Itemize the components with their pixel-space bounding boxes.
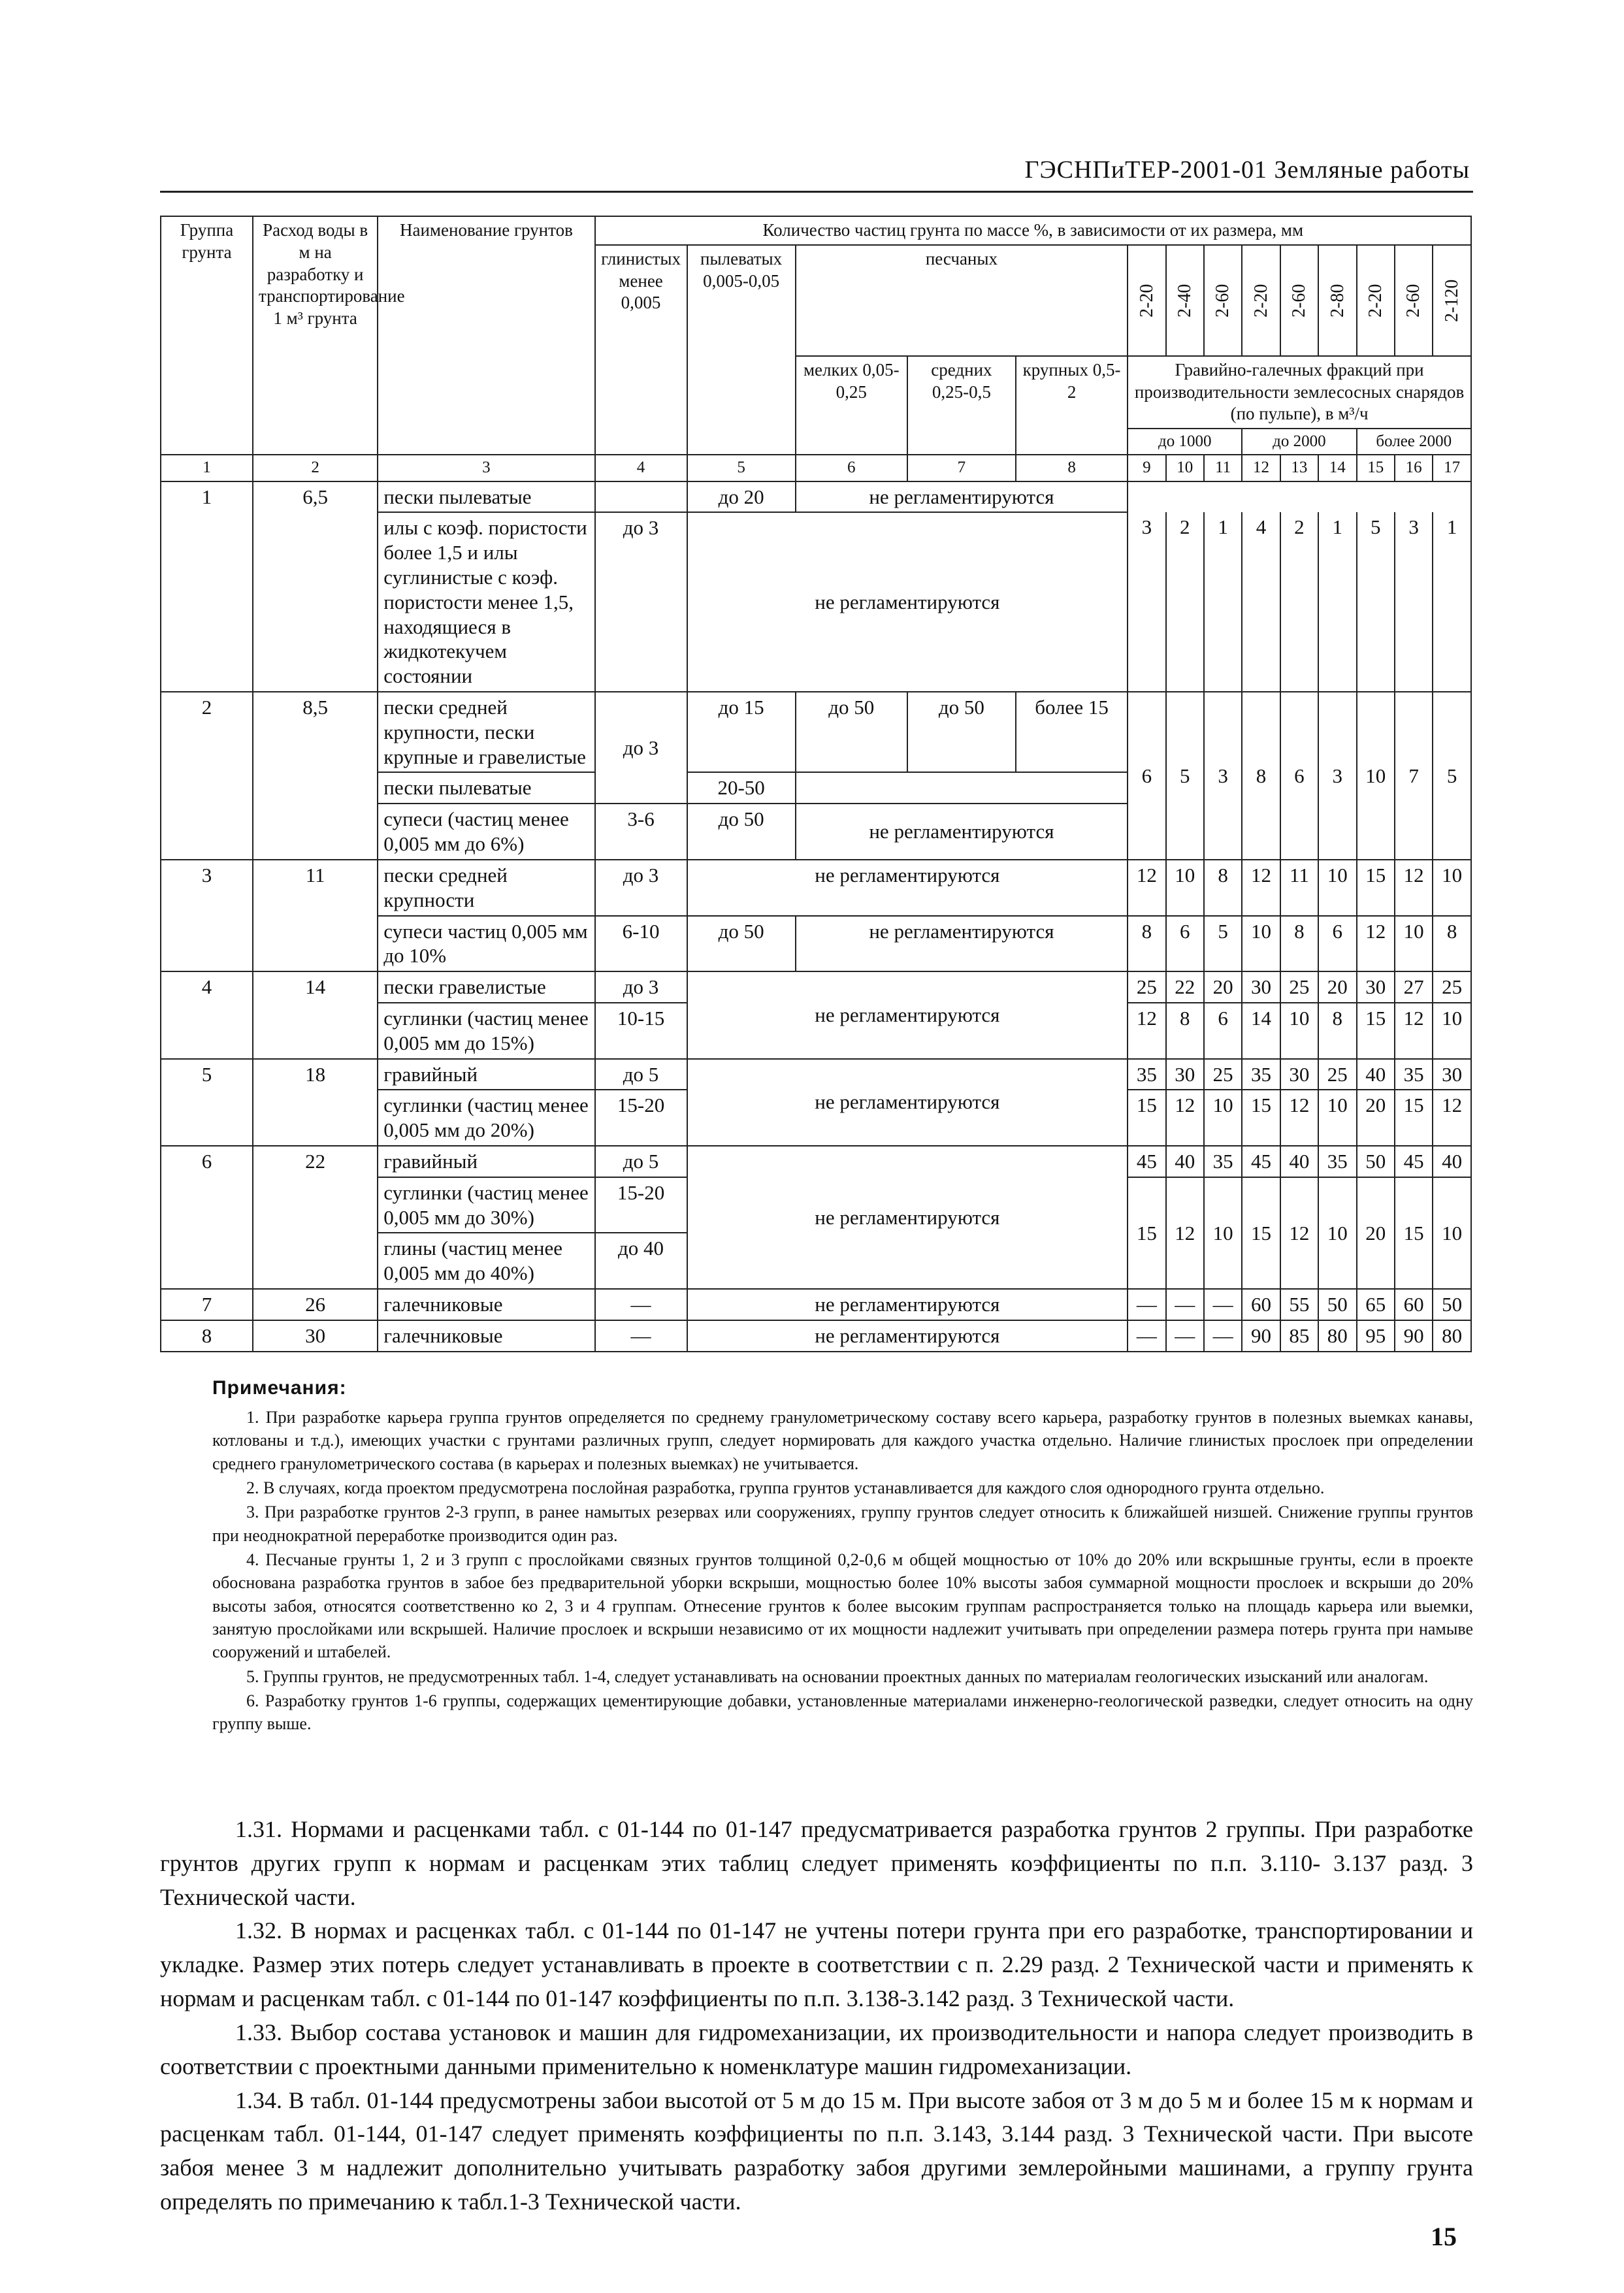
value-cell: 25 <box>1433 971 1471 1003</box>
soil-name: пески пылеватые <box>378 481 594 513</box>
value-cell: 11 <box>1280 860 1318 916</box>
value-cell: 50 <box>1357 1146 1395 1177</box>
value-cell: 4 <box>1242 512 1280 692</box>
head-over2000: более 2000 <box>1357 429 1472 455</box>
clay-cell: 15-20 <box>595 1177 687 1233</box>
value-cell: 15 <box>1128 1177 1165 1289</box>
value-cell: 60 <box>1395 1289 1433 1320</box>
head-upto1000: до 1000 <box>1128 429 1242 455</box>
value-cell: 5 <box>1433 692 1471 860</box>
value-cell: 80 <box>1433 1320 1471 1352</box>
value-cell: 12 <box>1166 1090 1204 1146</box>
value-cell: 6 <box>1204 1003 1242 1059</box>
water-cell: 26 <box>253 1289 378 1320</box>
silt-cell: 20-50 <box>687 772 796 804</box>
value-cell: 12 <box>1395 860 1433 916</box>
colnum: 3 <box>378 455 594 481</box>
value-cell: 12 <box>1280 1090 1318 1146</box>
value-cell: 25 <box>1204 1059 1242 1090</box>
value-cell: 35 <box>1242 1059 1280 1090</box>
soil-name: гравийный <box>378 1059 594 1090</box>
rest-cell: не регламентируются <box>687 1289 1128 1320</box>
value-cell: 45 <box>1128 1146 1165 1177</box>
value-cell: 30 <box>1357 971 1395 1003</box>
value-cell: 25 <box>1128 971 1165 1003</box>
soil-name: илы с коэф. пористости более 1,5 и илы суглинистые с коэф. пористости менее 1,5, находящиеся в жидкотекучем состоянии <box>378 512 594 692</box>
value-cell: 8 <box>1433 916 1471 972</box>
colnum: 15 <box>1357 455 1395 481</box>
colnum: 8 <box>1016 455 1128 481</box>
sand-cell: не регламентируются <box>796 916 1128 972</box>
note-item: 4. Песчаные грунты 1, 2 и 3 групп с прослойками связных грунтов толщиной 0,2-0,6 м общей мощностью от 10% до 20% или вскрышные грунты, если в проекте обоснована разработка грунтов в забое без предварительной уборки вскрыши, мощностью более 10% высоты забоя суммарной мощности прослоек и вскрыши до 20% высоты забоя, относятся соответственно ко 2, 3 и 4 группам. Отнесение грунтов к более высоким группам распространяется только на площадь карьера или выемки, занятую прослойками или вскрышей. Наличие прослоек и вскрыши независимо от их мощности надлежит учитывать при определении размера потерь грунта при намыве сооружений и штабелей. <box>212 1550 1473 1662</box>
value-cell: 30 <box>1280 1059 1318 1090</box>
colnum: 7 <box>907 455 1016 481</box>
value-cell: 1 <box>1318 512 1356 692</box>
clay-cell: до 5 <box>595 1059 687 1090</box>
soil-name: суглинки (частиц менее 0,005 мм до 20%) <box>378 1090 594 1146</box>
note-item: 1. При разработке карьера группа грунтов определяется по среднему гранулометрическому составу всего карьера, разработку грунтов в полезных выемках канавы, котлованы и т.д.), имеющих участки с грунтами различных групп, следует нормировать для каждого участка отдельно. Наличие глинистых прослоек при определении среднего гранулометрического состава (в карьерах и полезных выемках) не учитывается. <box>212 1407 1473 1473</box>
rest-cell: не регламентируются <box>687 971 1128 1058</box>
colnum: 12 <box>1242 455 1280 481</box>
value-cell: 6 <box>1166 916 1204 972</box>
value-cell: 45 <box>1242 1146 1280 1177</box>
body-paragraphs <box>160 1813 1473 2219</box>
value-cell: — <box>1128 1320 1165 1352</box>
value-cell: 10 <box>1166 860 1204 916</box>
clay-cell: до 5 <box>595 1146 687 1177</box>
value-cell: 35 <box>1204 1146 1242 1177</box>
value-cell: 6 <box>1128 692 1165 860</box>
group-cell: 5 <box>161 1059 253 1146</box>
head-water: Расход воды в м на разработку и транспортирование 1 м³ грунта <box>253 216 378 455</box>
group-cell: 6 <box>161 1146 253 1289</box>
value-cell: 20 <box>1204 971 1242 1003</box>
table-row <box>161 692 1471 772</box>
value-cell: 3 <box>1395 512 1433 692</box>
value-cell: 40 <box>1433 1146 1471 1177</box>
table-row <box>161 1059 1471 1090</box>
value-cell: 1 <box>1204 512 1242 692</box>
head-group: Группа грунта <box>161 216 253 455</box>
group-cell: 2 <box>161 692 253 860</box>
value-cell: 10 <box>1318 1090 1356 1146</box>
value-cell: 12 <box>1128 860 1165 916</box>
clay-cell: до 3 <box>595 512 687 692</box>
water-cell: 11 <box>253 860 378 971</box>
head-name: Наименование грунтов <box>378 216 594 455</box>
colnum: 1 <box>161 455 253 481</box>
value-cell: 5 <box>1166 692 1204 860</box>
value-cell: 10 <box>1357 692 1395 860</box>
value-cell: 90 <box>1242 1320 1280 1352</box>
soil-name: суглинки (частиц менее 0,005 мм до 30%) <box>378 1177 594 1233</box>
value-cell: 10 <box>1242 916 1280 972</box>
water-cell: 22 <box>253 1146 378 1289</box>
colnum: 17 <box>1433 455 1471 481</box>
silt-cell: до 50 <box>687 804 796 860</box>
coarse-cell: более 15 <box>1016 692 1128 772</box>
table-row <box>161 1320 1471 1352</box>
value-cell: 12 <box>1433 1090 1471 1146</box>
value-cell: 6 <box>1280 692 1318 860</box>
clay-cell: до 3 <box>595 971 687 1003</box>
head-silt: пылеватых 0,005-0,05 <box>687 245 796 455</box>
size-col-11: 2-60 <box>1212 284 1233 317</box>
group-cell: 7 <box>161 1289 253 1320</box>
value-cell: 30 <box>1242 971 1280 1003</box>
value-cell: 80 <box>1318 1320 1356 1352</box>
notes-title: Примечания: <box>212 1377 347 1399</box>
value-cell: 5 <box>1204 916 1242 972</box>
rest-cell: не регламентируются <box>687 512 1128 692</box>
note-item: 6. Разработку грунтов 1-6 группы, содержащих цементирующие добавки, установленные материалами инженерно-геологической разведки, следует относить на одну группу выше. <box>212 1691 1473 1734</box>
paragraph-1-31: 1.31. Нормами и расценками табл. с 01-144 по 01-147 предусматривается разработка грунтов 2 группы. При разработке грунтов других групп к нормам и расценкам этих таблиц следует применять коэффициенты по п.п. 3.110- 3.137 разд. 3 Технической части. <box>160 1816 1473 1910</box>
colnum: 16 <box>1395 455 1433 481</box>
running-header: ГЭСНПиТЕР-2001-01 Земляные работы <box>1024 156 1470 184</box>
clay-cell: до 3 <box>595 860 687 916</box>
soil-name: супеси частиц 0,005 мм до 10% <box>378 916 594 972</box>
colnum: 6 <box>796 455 907 481</box>
water-cell: 8,5 <box>253 692 378 860</box>
soil-name: галечниковые <box>378 1289 594 1320</box>
silt-cell: до 15 <box>687 692 796 772</box>
silt-cell: до 20 <box>687 481 796 513</box>
group-cell: 4 <box>161 971 253 1058</box>
value-cell: 35 <box>1128 1059 1165 1090</box>
value-cell: 8 <box>1242 692 1280 860</box>
value-cell: 12 <box>1395 1003 1433 1059</box>
soil-name: гравийный <box>378 1146 594 1177</box>
rest-cell: не регламентируются <box>687 1320 1128 1352</box>
value-cell: 25 <box>1280 971 1318 1003</box>
clay-cell: до 40 <box>595 1233 687 1289</box>
water-cell: 14 <box>253 971 378 1058</box>
colnum: 9 <box>1128 455 1165 481</box>
soil-groups-table <box>160 216 1472 1352</box>
head-fine: мелких 0,05-0,25 <box>796 356 907 455</box>
value-cell: 8 <box>1204 860 1242 916</box>
value-cell: 6 <box>1318 916 1356 972</box>
value-cell: 35 <box>1318 1146 1356 1177</box>
colnum: 5 <box>687 455 796 481</box>
sand-cell: не регламентируются <box>796 804 1128 860</box>
value-cell: 5 <box>1357 512 1395 692</box>
header-rule <box>160 191 1473 193</box>
table-row <box>161 860 1471 916</box>
value-cell: 10 <box>1433 860 1471 916</box>
note-item: 3. При разработке грунтов 2-3 групп, в ранее намытых резервах или сооружениях, группу грунтов следует относить к ближайшей низшей. Снижение группы грунтов при неоднократной переработке производится один раз. <box>212 1503 1473 1545</box>
group-cell: 1 <box>161 481 253 692</box>
note-item: 2. В случаях, когда проектом предусмотрена послойная разработка, группа грунтов устанавливается для каждого слоя однородного грунта отдельно. <box>246 1478 1325 1497</box>
value-cell: 10 <box>1433 1177 1471 1289</box>
group-cell: 8 <box>161 1320 253 1352</box>
head-gravel: Гравийно-галечных фракций при производительности землесосных снарядов (по пульпе), в м³/ч <box>1128 356 1471 429</box>
value-cell: 10 <box>1318 860 1356 916</box>
value-cell: 30 <box>1433 1059 1471 1090</box>
value-cell: — <box>1166 1320 1204 1352</box>
group-cell: 3 <box>161 860 253 971</box>
paragraph-1-32: 1.32. В нормах и расценках табл. с 01-144 по 01-147 не учтены потери грунта при его разработке, транспортировании и укладке. Размер этих потерь следует устанавливать в проекте в соответствии с п. 2.29 разд. 2 Технической части и применять к нормам и расценкам табл. с 01-144 по 01-147 коэффициенты по п.п. 3.138-3.142 разд. 3 Технической части. <box>160 1917 1473 2012</box>
value-cell: 30 <box>1166 1059 1204 1090</box>
size-col-9: 2-20 <box>1136 284 1157 317</box>
soil-name: суглинки (частиц менее 0,005 мм до 15%) <box>378 1003 594 1059</box>
value-cell: 12 <box>1128 1003 1165 1059</box>
colnum: 14 <box>1318 455 1356 481</box>
value-cell: 40 <box>1280 1146 1318 1177</box>
value-cell: 20 <box>1357 1177 1395 1289</box>
value-cell: 90 <box>1395 1320 1433 1352</box>
value-cell: 1 <box>1433 512 1471 692</box>
clay-cell: 10-15 <box>595 1003 687 1059</box>
clay-cell: 3-6 <box>595 804 687 860</box>
notes-block <box>212 1375 1473 1737</box>
sand-cell: не регламентируются <box>796 481 1128 513</box>
value-cell: 10 <box>1280 1003 1318 1059</box>
value-cell: 15 <box>1242 1177 1280 1289</box>
value-cell: 50 <box>1318 1289 1356 1320</box>
rest-cell: не регламентируются <box>687 1059 1128 1146</box>
value-cell: 10 <box>1433 1003 1471 1059</box>
colnum: 11 <box>1204 455 1242 481</box>
fine-cell: до 50 <box>796 692 907 772</box>
size-col-10: 2-40 <box>1174 284 1195 317</box>
value-cell: 22 <box>1166 971 1204 1003</box>
size-col-13: 2-60 <box>1289 284 1310 317</box>
soil-name: галечниковые <box>378 1320 594 1352</box>
value-cell: 27 <box>1395 971 1433 1003</box>
value-cell: 8 <box>1318 1003 1356 1059</box>
water-cell: 30 <box>253 1320 378 1352</box>
value-cell: 50 <box>1433 1289 1471 1320</box>
soil-name: глины (частиц менее 0,005 мм до 40%) <box>378 1233 594 1289</box>
value-cell: 8 <box>1128 916 1165 972</box>
size-col-16: 2-60 <box>1403 284 1424 317</box>
value-cell: 60 <box>1242 1289 1280 1320</box>
soil-name: супеси (частиц менее 0,005 мм до 6%) <box>378 804 594 860</box>
clay-cell: 6-10 <box>595 916 687 972</box>
value-cell: 14 <box>1242 1003 1280 1059</box>
note-item: 5. Группы грунтов, не предусмотренных табл. 1-4, следует устанавливать на основании проектных данных по материалам геологических изысканий или аналогам. <box>246 1667 1429 1686</box>
value-cell: 55 <box>1280 1289 1318 1320</box>
value-cell: 3 <box>1128 512 1165 692</box>
value-cell: 10 <box>1204 1090 1242 1146</box>
head-clay: глинистых менее 0,005 <box>595 245 687 455</box>
colnum: 10 <box>1166 455 1204 481</box>
table-row <box>161 971 1471 1003</box>
value-cell: 40 <box>1357 1059 1395 1090</box>
value-cell: 15 <box>1128 1090 1165 1146</box>
value-cell: — <box>1166 1289 1204 1320</box>
value-cell: 12 <box>1166 1177 1204 1289</box>
value-cell: 20 <box>1318 971 1356 1003</box>
value-cell: 10 <box>1204 1177 1242 1289</box>
head-upto2000: до 2000 <box>1242 429 1356 455</box>
value-cell: 20 <box>1357 1090 1395 1146</box>
table-row <box>161 1146 1471 1177</box>
value-cell: 2 <box>1166 512 1204 692</box>
size-col-14: 2-80 <box>1327 284 1348 317</box>
table-row <box>161 481 1471 513</box>
value-cell: 8 <box>1280 916 1318 972</box>
value-cell: 40 <box>1166 1146 1204 1177</box>
page-number: 15 <box>1431 2222 1457 2251</box>
soil-name: пески пылеватые <box>378 772 594 804</box>
value-cell: — <box>1204 1320 1242 1352</box>
water-cell: 6,5 <box>253 481 378 692</box>
value-cell: 10 <box>1318 1177 1356 1289</box>
value-cell: 15 <box>1357 1003 1395 1059</box>
clay-cell: — <box>595 1289 687 1320</box>
value-cell: 12 <box>1280 1177 1318 1289</box>
value-cell: 35 <box>1395 1059 1433 1090</box>
clay-cell: до 3 <box>595 692 687 804</box>
colnum: 13 <box>1280 455 1318 481</box>
size-col-17: 2-120 <box>1441 279 1462 322</box>
table-row <box>161 1289 1471 1320</box>
value-cell: 95 <box>1357 1320 1395 1352</box>
soil-name: пески средней крупности <box>378 860 594 916</box>
rest-cell: не регламентируются <box>687 860 1128 916</box>
value-cell: 7 <box>1395 692 1433 860</box>
value-cell: 2 <box>1280 512 1318 692</box>
clay-cell: 15-20 <box>595 1090 687 1146</box>
water-cell: 18 <box>253 1059 378 1146</box>
rest-cell: не регламентируются <box>687 1146 1128 1289</box>
paragraph-1-33: 1.33. Выбор состава установок и машин для гидромеханизации, их производительности и напора следует производить в соответствии с проектными данными применительно к номенклатуре машин гидромеханизации. <box>160 2019 1473 2079</box>
value-cell: 65 <box>1357 1289 1395 1320</box>
medium-cell: до 50 <box>907 692 1016 772</box>
value-cell: 15 <box>1395 1177 1433 1289</box>
value-cell: 10 <box>1395 916 1433 972</box>
colnum: 4 <box>595 455 687 481</box>
value-cell: 12 <box>1357 916 1395 972</box>
value-cell: 45 <box>1395 1146 1433 1177</box>
value-cell: 15 <box>1357 860 1395 916</box>
value-cell: — <box>1128 1289 1165 1320</box>
soil-name: пески средней крупности, пески крупные и гравелистые <box>378 692 594 772</box>
value-cell: 25 <box>1318 1059 1356 1090</box>
value-cell: 3 <box>1204 692 1242 860</box>
value-cell: 15 <box>1242 1090 1280 1146</box>
size-col-12: 2-20 <box>1250 284 1271 317</box>
size-col-15: 2-20 <box>1365 284 1386 317</box>
head-coarse: крупных 0,5-2 <box>1016 356 1128 455</box>
soil-name: пески гравелистые <box>378 971 594 1003</box>
value-cell: 3 <box>1318 692 1356 860</box>
silt-cell: до 50 <box>687 916 796 972</box>
head-medium: средних 0,25-0,5 <box>907 356 1016 455</box>
head-quantity: Количество частиц грунта по массе %, в зависимости от их размера, мм <box>595 216 1471 245</box>
head-sand: песчаных <box>796 245 1128 356</box>
value-cell: 15 <box>1395 1090 1433 1146</box>
value-cell: — <box>1204 1289 1242 1320</box>
paragraph-1-34: 1.34. В табл. 01-144 предусмотрены забои высотой от 5 м до 15 м. При высоте забоя от 3 м до 5 м и более 15 м к нормам и расценкам табл. 01-144, 01-147 следует применять коэффициенты по п.п. 3.143, 3.144 разд. 3 Технической части. При высоте забоя менее 3 м надлежит дополнительно учитывать разработку забоя другими землеройными машинами, а группу грунта определять по примечанию к табл.1-3 Технической части. <box>160 2087 1473 2215</box>
value-cell: 8 <box>1166 1003 1204 1059</box>
value-cell: 12 <box>1242 860 1280 916</box>
clay-cell: — <box>595 1320 687 1352</box>
colnum: 2 <box>253 455 378 481</box>
value-cell: 85 <box>1280 1320 1318 1352</box>
